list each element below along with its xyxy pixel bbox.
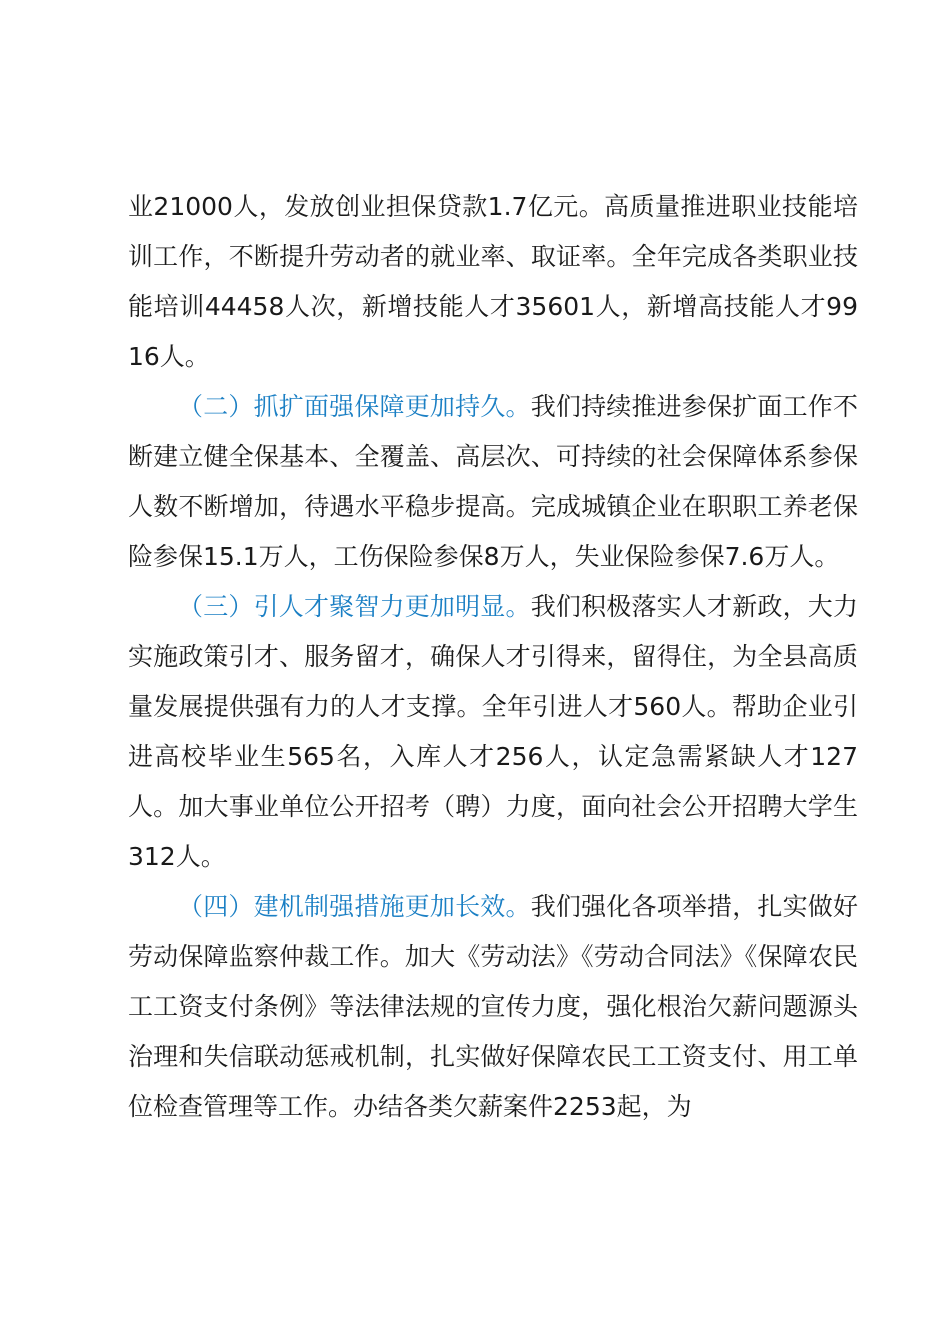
- paragraph-social-insurance: [128, 382, 858, 582]
- paragraph-body: 业21000人，发放创业担保贷款1.7亿元。高质量推进职业技能培训工作，不断提升劳动者的就业率、取证率。全年完成各类职业技能培训44458人次，新增技能人才35601人，新增高技能人才9916人。: [128, 192, 858, 371]
- paragraph-talent: [128, 582, 858, 882]
- document-body: [128, 182, 858, 1132]
- section-heading-3: （三）引人才聚智力更加明显。: [178, 592, 531, 621]
- paragraph-body: 我们持续推进参保扩面工作不断建立健全保基本、全覆盖、高层次、可持续的社会保障体系参保人数不断增加，待遇水平稳步提高。完成城镇企业在职职工养老保险参保15.1万人，工伤保险参保8万人，失业保险参保7.6万人。: [128, 392, 858, 571]
- paragraph-employment-continued: [128, 182, 858, 382]
- section-heading-2: （二）抓扩面强保障更加持久。: [178, 392, 531, 421]
- paragraph-body: 我们强化各项举措，扎实做好劳动保障监察仲裁工作。加大《劳动法》《劳动合同法》《保障农民工工资支付条例》等法律法规的宣传力度，强化根治欠薪问题源头治理和失信联动惩戒机制，扎实做好保障农民工工资支付、用工单位检查管理等工作。办结各类欠薪案件2253起，为: [128, 892, 858, 1121]
- section-heading-4: （四）建机制强措施更加长效。: [178, 892, 531, 921]
- paragraph-body: 我们积极落实人才新政，大力实施政策引才、服务留才，确保人才引得来，留得住，为全县高质量发展提供强有力的人才支撑。全年引进人才560人。帮助企业引进高校毕业生565名，入库人才256人，认定急需紧缺人才127人。加大事业单位公开招考（聘）力度，面向社会公开招聘大学生312人。: [128, 592, 858, 871]
- paragraph-mechanism: [128, 882, 858, 1132]
